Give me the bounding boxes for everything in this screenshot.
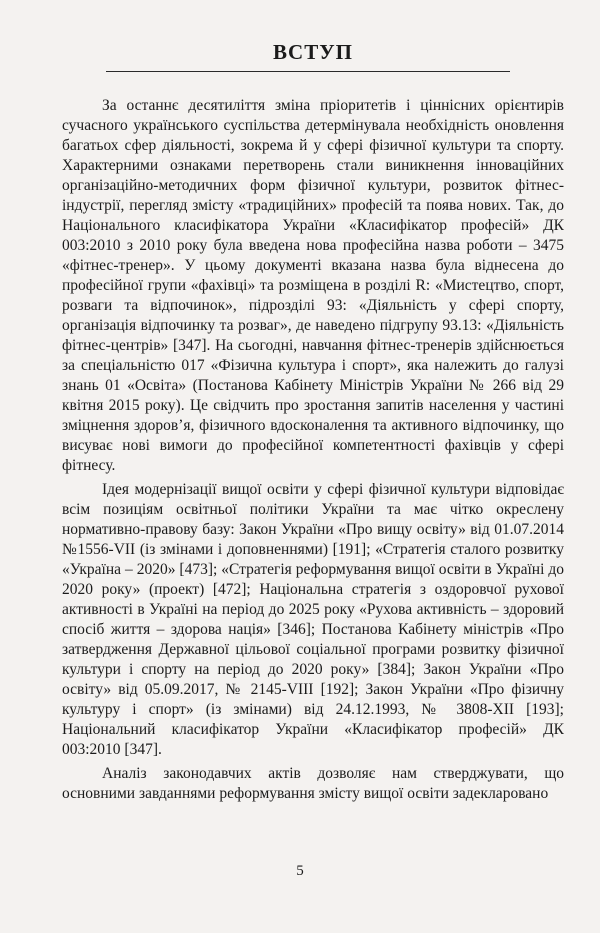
- title-underline: [106, 71, 510, 72]
- page-number: 5: [296, 863, 304, 879]
- paragraph-legislation: Ідея модернізації вищої освіти у сфері фізичної культури відповідає всім позиціям освітньої політики України та має чітко окреслену нормативно-правову базу: Закон України «Про вищу освіту» від 01.07.2014 №1556-VII (із змінами і доповненнями) [191]; «Стратегія сталого розвитку «Україна – 2020» [473]; «Стратегія реформування вищої освіти в Україні до 2020 року» (проект) [472]; Національна стратегія з оздоровчої рухової активності в Україні на період до 2025 року «Рухова активність – здоровий спосіб життя – здорова нація» [346]; Постанова Кабінету міністрів «Про затвердження Державної цільової соціальної програми розвитку фізичної культури і спорту на період до 2020 року» [384]; Закон України «Про освіту» від 05.09.2017, № 2145-VIII [192]; Закон України «Про фізичну культуру і спорт» (із змінами) від 24.12.1993, № 3808-XII [193]; Національний класифікатор України «Класифікатор професій» ДК 003:2010 [347].: [62, 481, 564, 758]
- page-title: ВСТУП: [273, 40, 353, 64]
- paragraph-analysis: Аналіз законодавчих актів дозволяє нам стверджувати, що основними завданнями реформування змісту вищої освіти задекларовано: [62, 765, 564, 802]
- body-text: [62, 96, 564, 804]
- paragraph-intro: За останнє десятиліття зміна пріоритетів і ціннісних орієнтирів сучасного українського суспільства детермінувала необхідність оновлення багатьох сфер діяльності, зокрема й у сфері фізичної культури та спорту. Характерними ознаками перетворень стали виникнення інноваційних організаційно-методичних форм фізичної культури, розвиток фітнес-індустрії, перегляд змісту «традиційних» професій та поява нових. Так, до Національного класифікатора України «Класифікатор професій» ДК 003:2010 з 2010 року була введена нова професійна назва роботи – 3475 «фітнес-тренер». У цьому документі вказана назва була віднесена до професійної групи «фахівці» та розміщена в розділі R: «Мистецтво, спорт, розваги та відпочинок», підрозділі 93: «Діяльність у сфері спорту, організація відпочинку та розваг», де наведено підгрупу 93.13: «Діяльність фітнес-центрів» [347]. На сьогодні, навчання фітнес-тренерів здійснюється за спеціальністю 017 «Фізична культура і спорт», яка належить до галузі знань 01 «Освіта» (Постанова Кабінету Міністрів України № 266 від 29 квітня 2015 року). Це свідчить про зростання запитів населення у частині зміцнення здоров’я, фізичного вдосконалення та активного відпочинку, що висуває нові вимоги до професійної компетентності фахівців у сфері фітнесу.: [62, 97, 564, 474]
